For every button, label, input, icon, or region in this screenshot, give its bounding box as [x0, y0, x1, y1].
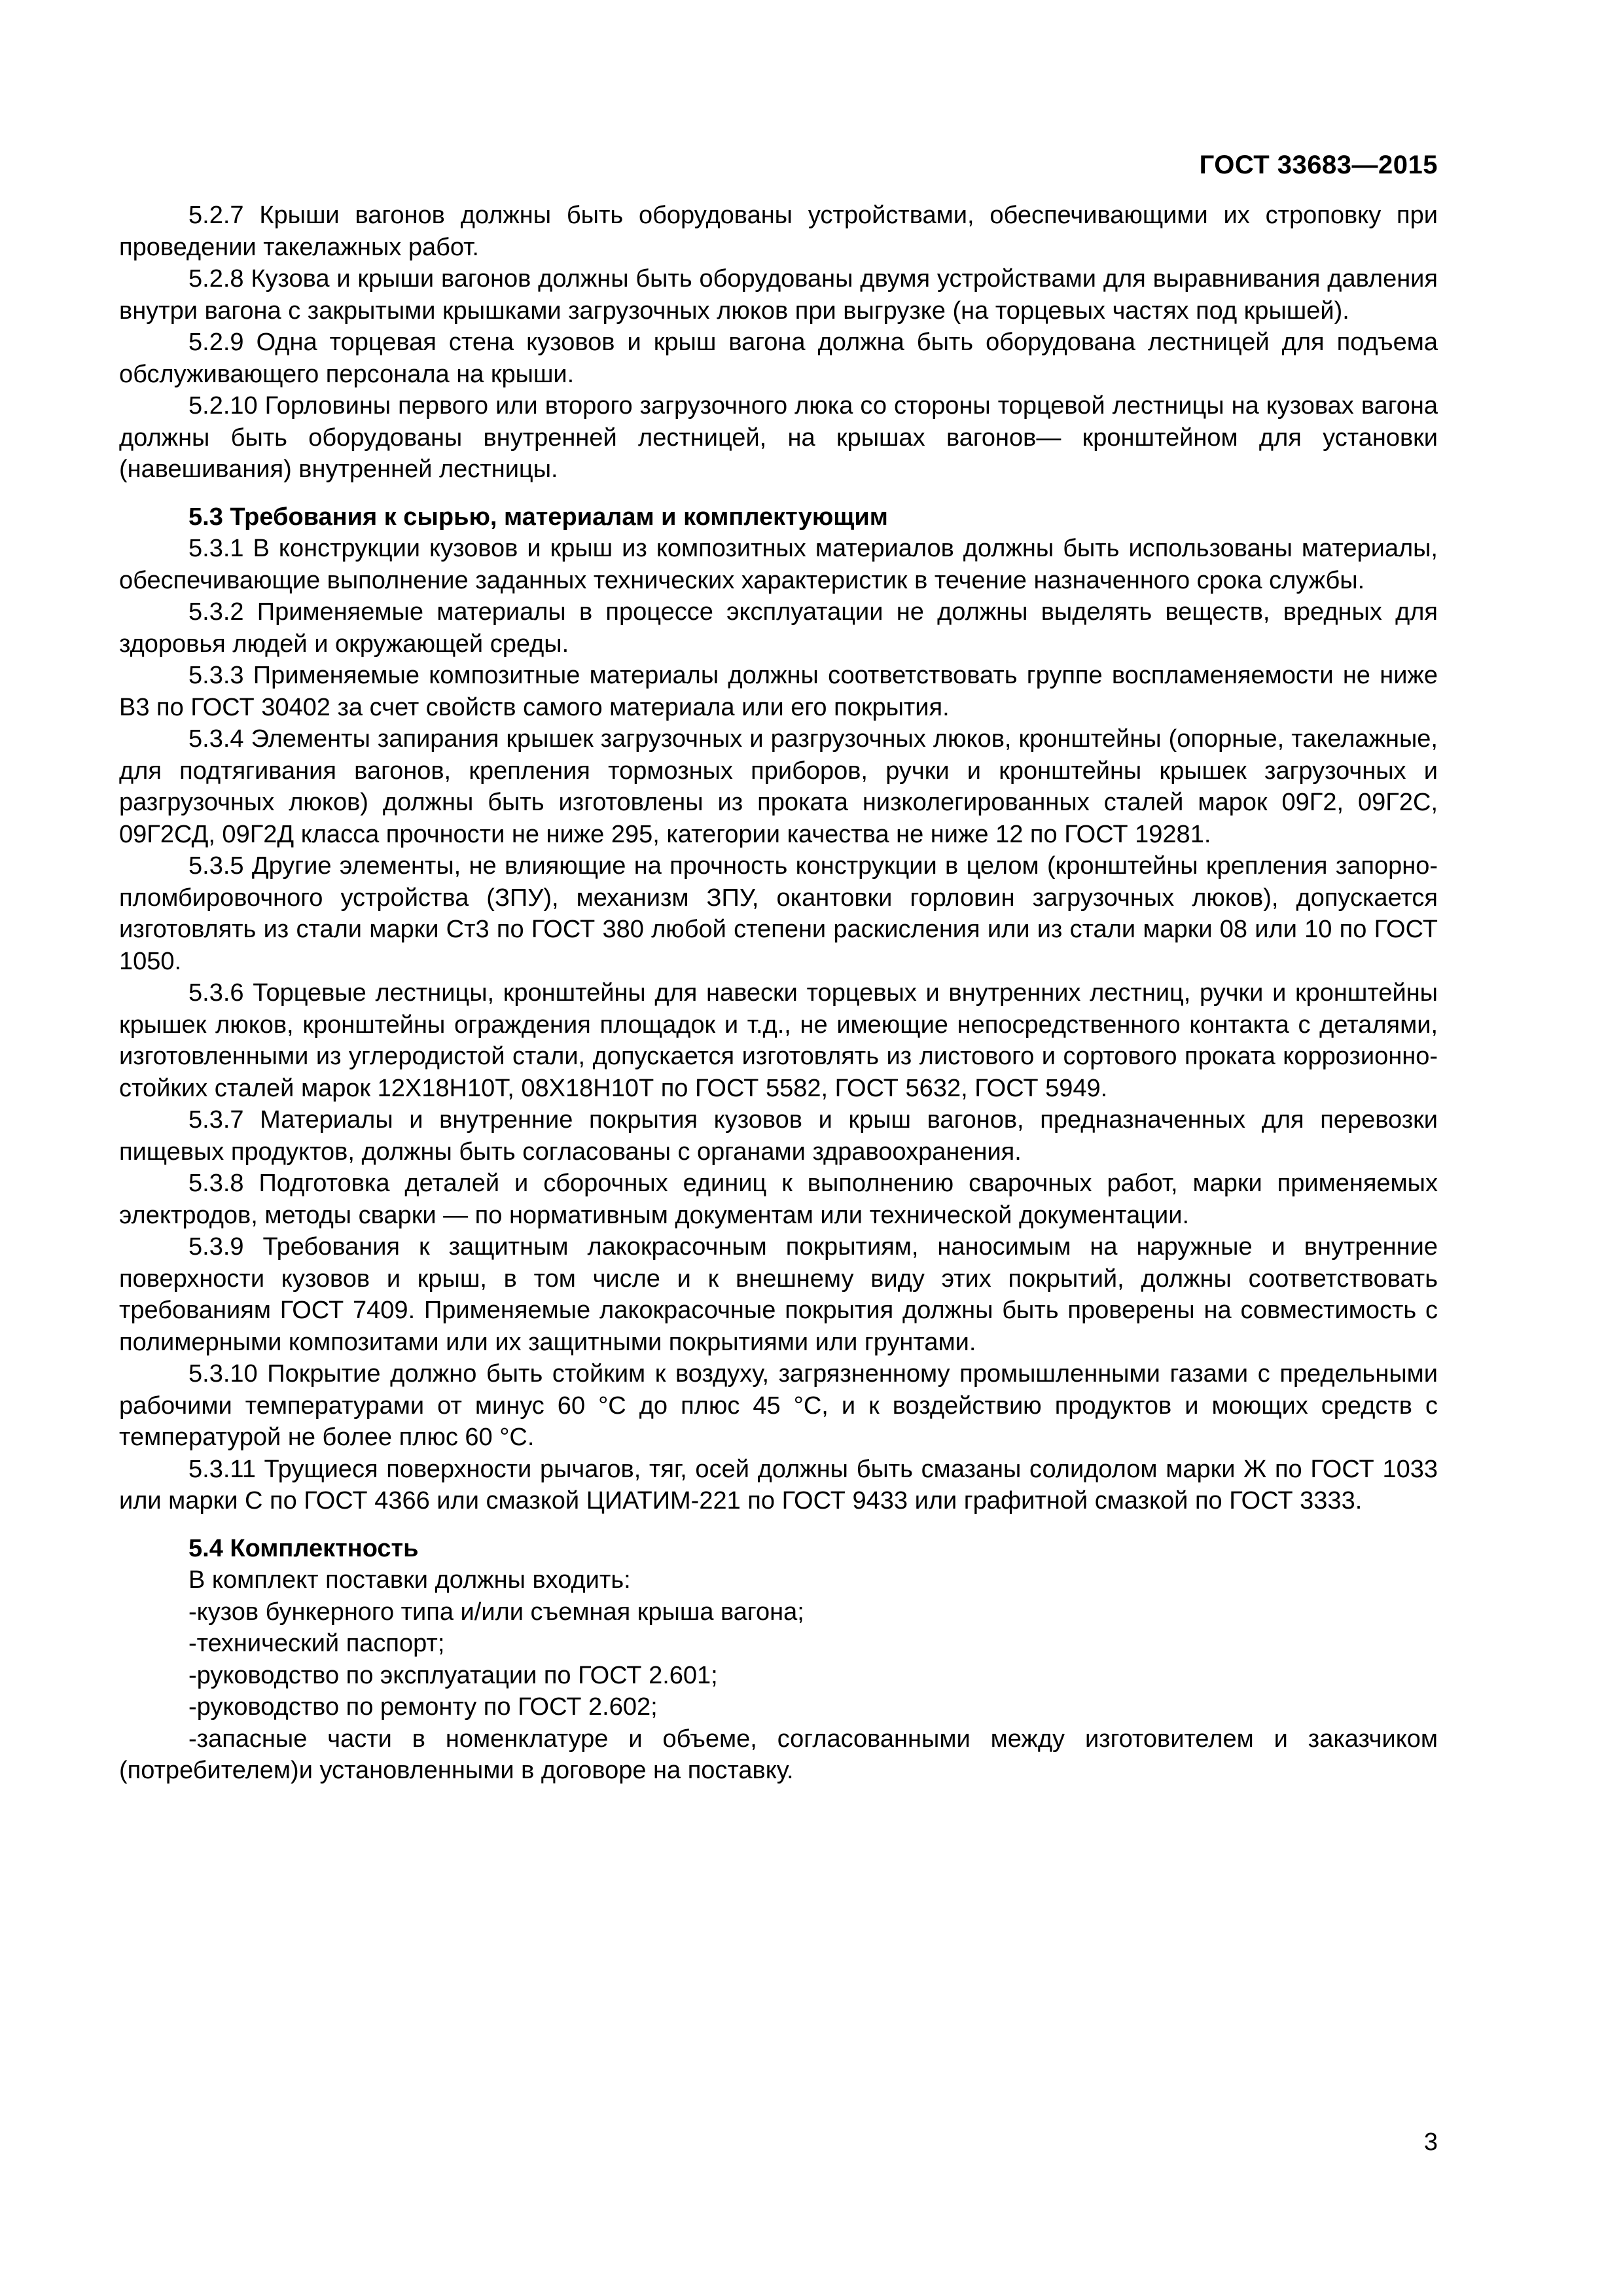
paragraph-5-2-9: 5.2.9 Одна торцевая стена кузовов и крыш вагона должна быть оборудована лестницей для подъема обслуживающего персонала на крыши. [119, 329, 1438, 388]
paragraph-5-3-2: 5.3.2 Применяемые материалы в процессе эксплуатации не должны выделять веществ, вредных для здоровья людей и окружающей среды. [119, 598, 1438, 658]
paragraph-5-3-3: 5.3.3 Применяемые композитные материалы должны соответствовать группе воспламеняемости не ниже В3 по ГОСТ 30402 за счет свойств самого материала или его покрытия. [119, 662, 1438, 721]
paragraph-5-3-8: 5.3.8 Подготовка деталей и сборочных единиц к выполнению сварочных работ, марки применяемых электродов, методы сварки — по нормативным документам или технической документации. [119, 1170, 1438, 1229]
paragraph-5-2-7: 5.2.7 Крыши вагонов должны быть оборудованы устройствами, обеспечивающими их строповку при проведении такелажных работ. [119, 202, 1438, 261]
paragraph-5-3-4: 5.3.4 Элементы запирания крышек загрузочных и разгрузочных люков, кронштейны (опорные, такелажные, для подтягивания вагонов, крепления тормозных приборов, ручки и кронштейны крышек загрузочных и разгрузочных люков) должны быть изготовлены из проката низколегированных сталей марок 09Г2, 09Г2С, 09Г2СД, 09Г2Д класса прочности не ниже 295, категории качества не ниже 12 по ГОСТ 19281. [119, 725, 1438, 848]
document-body [119, 200, 1438, 1787]
paragraph-5-3-7: 5.3.7 Материалы и внутренние покрытия кузовов и крыш вагонов, предназначенных для перевозки пищевых продуктов, должны быть согласованы с органами здравоохранения. [119, 1106, 1438, 1166]
paragraph-5-3-10: 5.3.10 Покрытие должно быть стойким к воздуху, загрязненному промышленными газами с предельными рабочими температурами от минус 60 °С до плюс 45 °С, и к воздействию продуктов и моющих средств с температурой не более плюс 60 °С. [119, 1360, 1438, 1451]
delivery-item: -технический паспорт; [188, 1630, 445, 1657]
delivery-item: -кузов бункерного типа и/или съемная крыша вагона; [188, 1598, 804, 1626]
delivery-item: -руководство по эксплуатации по ГОСТ 2.601; [188, 1661, 718, 1689]
paragraph-5-2-10: 5.2.10 Горловины первого или второго загрузочного люка со стороны торцевой лестницы на кузовах вагона должны быть оборудованы внутренней лестницей, на крышах вагонов— кронштейном для установки (навешивания) внутренней лестницы. [119, 392, 1438, 483]
section-heading-5-3: 5.3 Требования к сырью, материалам и комплектующим [188, 503, 888, 531]
section-heading-5-4: 5.4 Комплектность [188, 1534, 419, 1562]
page-number: 3 [1423, 2128, 1438, 2156]
delivery-item: -запасные части в номенклатуре и объеме, согласованными между изготовителем и заказчиком (потребителем)и установленными в договоре на поставку. [119, 1725, 1438, 1784]
paragraph-5-2-8: 5.2.8 Кузова и крыши вагонов должны быть оборудованы двумя устройствами для выравнивания давления внутри вагона с закрытыми крышками загрузочных люков при выгрузке (на торцевых частях под крышей). [119, 265, 1438, 325]
paragraph-5-3-5: 5.3.5 Другие элементы, не влияющие на прочность конструкции в целом (кронштейны крепления запорно-пломбировочного устройства (ЗПУ), механизм ЗПУ, окантовки горловин загрузочных люков), допускается изготовлять из стали марки Ст3 по ГОСТ 380 любой степени раскисления или из стали марки 08 или 10 по ГОСТ 1050. [119, 852, 1438, 975]
paragraph-5-3-9: 5.3.9 Требования к защитным лакокрасочным покрытиям, наносимым на наружные и внутренние поверхности кузовов и крыш, в том числе и к внешнему виду этих покрытий, должны соответствовать требованиям ГОСТ 7409. Применяемые лакокрасочные покрытия должны быть проверены на совместимость с полимерными композитами или их защитными покрытиями или грунтами. [119, 1233, 1438, 1356]
spacer [119, 486, 1438, 501]
delivery-intro: В комплект поставки должны входить: [188, 1566, 631, 1594]
paragraph-5-3-6: 5.3.6 Торцевые лестницы, кронштейны для навески торцевых и внутренних лестниц, ручки и кронштейны крышек люков, кронштейны ограждения площадок и т.д., не имеющие непосредственного контакта с деталями, изготовленными из углеродистой стали, допускается изготовлять из листового и сортового проката коррозионно-стойких сталей марок 12Х18Н10Т, 08Х18Н10Т по ГОСТ 5582, ГОСТ 5632, ГОСТ 5949. [119, 979, 1438, 1102]
document-header: ГОСТ 33683—2015 [1199, 151, 1438, 179]
delivery-item: -руководство по ремонту по ГОСТ 2.602; [188, 1693, 658, 1721]
spacer [119, 1517, 1438, 1533]
paragraph-5-3-1: 5.3.1 В конструкции кузовов и крыш из композитных материалов должны быть использованы материалы, обеспечивающие выполнение заданных технических характеристик в течение назначенного срока службы. [119, 535, 1438, 594]
paragraph-5-3-11: 5.3.11 Трущиеся поверхности рычагов, тяг, осей должны быть смазаны солидолом марки Ж по ГОСТ 1033 или марки С по ГОСТ 4366 или смазкой ЦИАТИМ-221 по ГОСТ 9433 или графитной смазкой по ГОСТ 3333. [119, 1455, 1438, 1515]
